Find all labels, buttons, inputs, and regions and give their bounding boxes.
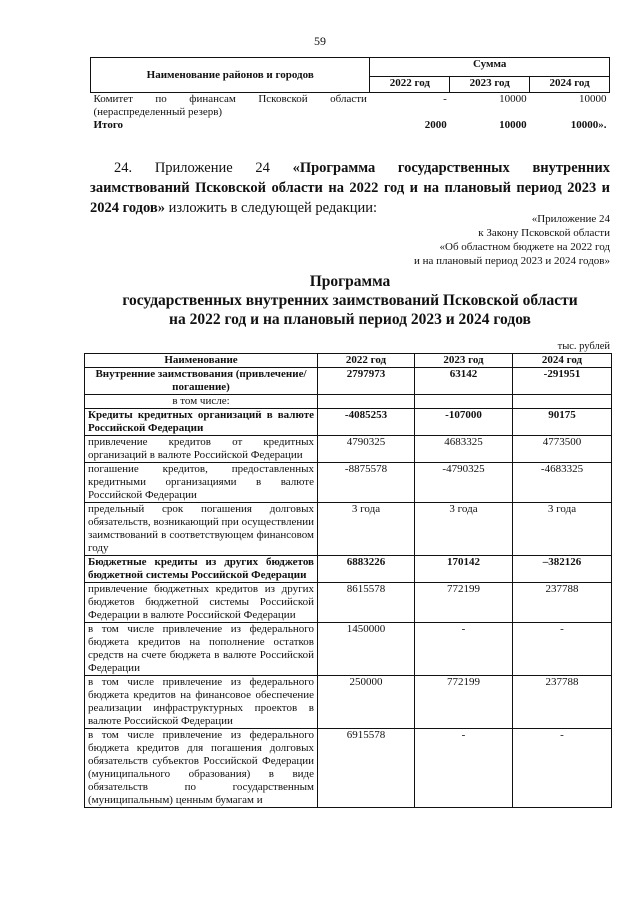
table-row — [85, 368, 612, 395]
row-name: Итого — [93, 119, 124, 131]
row-value-2022: 3 года — [318, 503, 415, 556]
table-row — [85, 409, 612, 436]
row-value-2023: 3 года — [415, 503, 513, 556]
row-value-2024: 237788 — [513, 676, 612, 729]
annex-line2: к Закону Псковской области — [478, 227, 610, 239]
row-name: Кредиты кредитных организаций в валюте Российской Федерации — [85, 409, 318, 436]
row-value-2022: 2000 — [424, 119, 447, 131]
paragraph-bold: «Программа государственных внутренних заимствований Псковской области на 2022 год и на плановый период 2023 и 2024 годов» — [90, 160, 610, 216]
annex-line4: и на плановый период 2023 и 2024 годов» — [413, 255, 610, 267]
row-name: в том числе привлечение из федерального бюджета кредитов для погашения долговых обязательств субъектов Российской Федерации (муниципального образования) в виде обязательств по государственным (муниципальным) ценным бумагам и — [85, 729, 318, 808]
table-row — [85, 556, 612, 583]
table-row — [85, 676, 612, 729]
row-value-2023 — [415, 395, 513, 409]
row-value-2022: - — [443, 93, 447, 105]
table-row — [85, 503, 612, 556]
row-value-2023: 10000 — [499, 93, 527, 105]
page-number: 59 — [314, 34, 326, 48]
amendment-paragraph — [90, 158, 610, 218]
row-value-2024 — [513, 395, 612, 409]
row-value-2024: - — [513, 623, 612, 676]
unit-label: тыс. рублей — [557, 341, 610, 352]
row-name: Бюджетные кредиты из других бюджетов бюджетной системы Российской Федерации — [85, 556, 318, 583]
row-value-2023: 63142 — [415, 368, 513, 395]
annex-line1: «Приложение 24 — [531, 213, 610, 225]
row-value-2023: -107000 — [415, 409, 513, 436]
header-name: Наименование — [85, 354, 318, 368]
table-row — [85, 623, 612, 676]
header-sum: Сумма — [370, 58, 610, 77]
header-year-2022: 2022 год — [370, 76, 450, 92]
row-value-2022: 2797973 — [318, 368, 415, 395]
row-name: привлечение кредитов от кредитных организаций в валюте Российской Федерации — [85, 436, 318, 463]
table-row — [91, 93, 610, 120]
row-value-2023: 772199 — [415, 583, 513, 623]
header-year-2024: 2024 год — [530, 76, 610, 92]
row-value-2022: 1450000 — [318, 623, 415, 676]
row-value-2022: 250000 — [318, 676, 415, 729]
row-name — [91, 93, 370, 120]
borrowing-program-table — [84, 353, 612, 808]
header-year-2022: 2022 год — [318, 354, 415, 368]
title-line1: Программа — [309, 273, 391, 290]
row-value-2023: 772199 — [415, 676, 513, 729]
row-value-2023: 4683325 — [415, 436, 513, 463]
table-row-total — [91, 119, 610, 132]
row-value-2023: - — [415, 623, 513, 676]
row-value-2022: 4790325 — [318, 436, 415, 463]
row-value-2022: -8875578 — [318, 463, 415, 503]
row-value-2022: 6915578 — [318, 729, 415, 808]
row-value-2024: 237788 — [513, 583, 612, 623]
row-name: Внутренние заимствования (привлечение/погашение) — [85, 368, 318, 395]
row-value-2024: -4683325 — [513, 463, 612, 503]
row-value-2023: -4790325 — [415, 463, 513, 503]
paragraph-prefix: 24. Приложение 24 — [114, 160, 293, 176]
row-value-2022: 6883226 — [318, 556, 415, 583]
table-row — [85, 395, 612, 409]
row-value-2024: 3 года — [513, 503, 612, 556]
document-title — [90, 272, 610, 329]
annex-line3: «Об областном бюджете на 2022 год — [439, 241, 610, 253]
paragraph-suffix: изложить в следующей редакции: — [165, 200, 378, 216]
table-row — [85, 436, 612, 463]
row-name: в том числе привлечение из федерального бюджета кредитов на пополнение остатков средств на счете бюджета в валюте Российской Федерации — [85, 623, 318, 676]
table-row — [85, 463, 612, 503]
row-name: в том числе привлечение из федерального бюджета кредитов на финансовое обеспечение реализации инфраструктурных проектов в валюте Российской Федерации — [85, 676, 318, 729]
row-name: в том числе: — [85, 395, 318, 409]
table-row — [85, 729, 612, 808]
row-name-line2: (нераспределенный резерв) — [93, 106, 223, 118]
districts-sum-table — [90, 57, 610, 132]
row-value-2022 — [318, 395, 415, 409]
row-value-2023: 10000 — [499, 119, 527, 131]
title-line3: на 2022 год и на плановый период 2023 и 2024 годов — [169, 311, 531, 328]
row-value-2024: 10000 — [579, 93, 607, 105]
row-name: привлечение бюджетных кредитов из других бюджетов бюджетной системы Российской Федерации в валюте Российской Федерации — [85, 583, 318, 623]
row-value-2022: -4085253 — [318, 409, 415, 436]
table-row — [85, 583, 612, 623]
row-value-2022: 8615578 — [318, 583, 415, 623]
header-year-2023: 2023 год — [415, 354, 513, 368]
row-value-2024: –382126 — [513, 556, 612, 583]
row-value-2024: 4773500 — [513, 436, 612, 463]
row-value-2024: 90175 — [513, 409, 612, 436]
annex-reference — [414, 212, 610, 268]
row-name: погашение кредитов, предоставленных кредитными организациями в валюте Российской Федерации — [85, 463, 318, 503]
header-year-2024: 2024 год — [513, 354, 612, 368]
title-line2: государственных внутренних заимствований Псковской области — [122, 292, 578, 309]
row-value-2024: -291951 — [513, 368, 612, 395]
header-district-name: Наименование районов и городов — [91, 58, 370, 93]
header-year-2023: 2023 год — [450, 76, 530, 92]
row-value-2023: - — [415, 729, 513, 808]
row-name-line1: Комитет по финансам Псковской области — [93, 93, 367, 105]
row-value-2023: 170142 — [415, 556, 513, 583]
row-value-2024: 10000». — [570, 119, 607, 131]
row-value-2024: - — [513, 729, 612, 808]
row-name: предельный срок погашения долговых обязательств, возникающий при осуществлении заимствований в соответствующем финансовом году — [85, 503, 318, 556]
